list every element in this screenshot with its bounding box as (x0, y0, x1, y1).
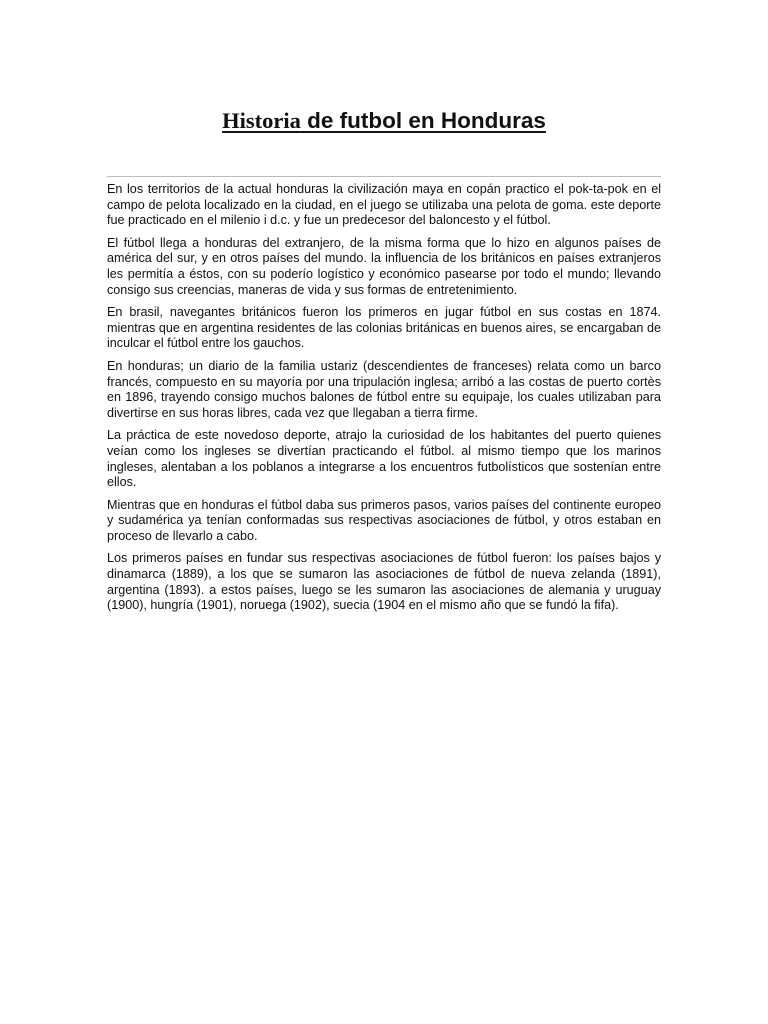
document-title (0, 106, 768, 136)
title-rest: de futbol en Honduras (300, 108, 546, 133)
paragraph-practica-deporte: La práctica de este novedoso deporte, atrajo la curiosidad de los habitantes del puerto quienes veían como los ingleses se divertían practicando el fútbol. al mismo tiempo que los marinos ingleses, alentaban a los poblanos a integrarse a los encuentros futbolísticos que sostenían entre ellos. (107, 428, 661, 490)
paragraph-primeras-asociaciones: Los primeros países en fundar sus respectivas asociaciones de fútbol fueron: los países bajos y dinamarca (1889), a los que se sumaron las asociaciones de fútbol de nueva zelanda (1891), argentina (1893). a estos países, luego se les sumaron las asociaciones de alemania y uruguay (1900), hungría (1901), noruega (1902), suecia (1904 en el mismo año que se fundó la fifa). (107, 551, 661, 613)
horizontal-divider (107, 176, 661, 177)
paragraph-honduras-1896: En honduras; un diario de la familia ustariz (descendientes de franceses) relata como un barco francés, compuesto en su mayoría por una tripulación inglesa; arribó a las costas de puerto cortès en 1896, trayendo consigo muchos balones de fútbol entre su equipaje, los cuales utilizaban para divertirse en sus horas libres, cada vez que llegaban a tierra firme. (107, 358, 661, 420)
paragraph-llegada-futbol: El fútbol llega a honduras del extranjero, de la misma forma que lo hizo en algunos países de américa del sur, y en otros países del mundo. la influencia de los británicos en países extranjeros les permitía a éstos, con su poderío logístico y económico pasearse por todo el mundo; llevando consigo sus creencias, maneras de vida y sus formas de entretenimiento. (107, 235, 661, 297)
paragraph-pok-ta-pok: En los territorios de la actual honduras la civilización maya en copán practico el pok-ta-pok en el campo de pelota localizado en la ciudad, en el juego se utilizaba una pelota de goma. este deporte fue practicado en el milenio i d.c. y fue un predecesor del baloncesto y el fútbol. (107, 182, 661, 228)
paragraph-brasil-argentina: En brasil, navegantes británicos fueron los primeros en jugar fútbol en sus costas en 1874. mientras que en argentina residentes de las colonias británicas en buenos aires, se encargaban de inculcar el fútbol entre los gauchos. (107, 305, 661, 351)
document-body (107, 182, 661, 621)
paragraph-europa-sudamerica: Mientras que en honduras el fútbol daba sus primeros pasos, varios países del continente europeo y sudamérica ya tenían conformadas sus respectivas asociaciones de fútbol, y otros estaban en proceso de llevarlo a cabo. (107, 497, 661, 543)
title-word-historia: Historia (222, 108, 301, 133)
